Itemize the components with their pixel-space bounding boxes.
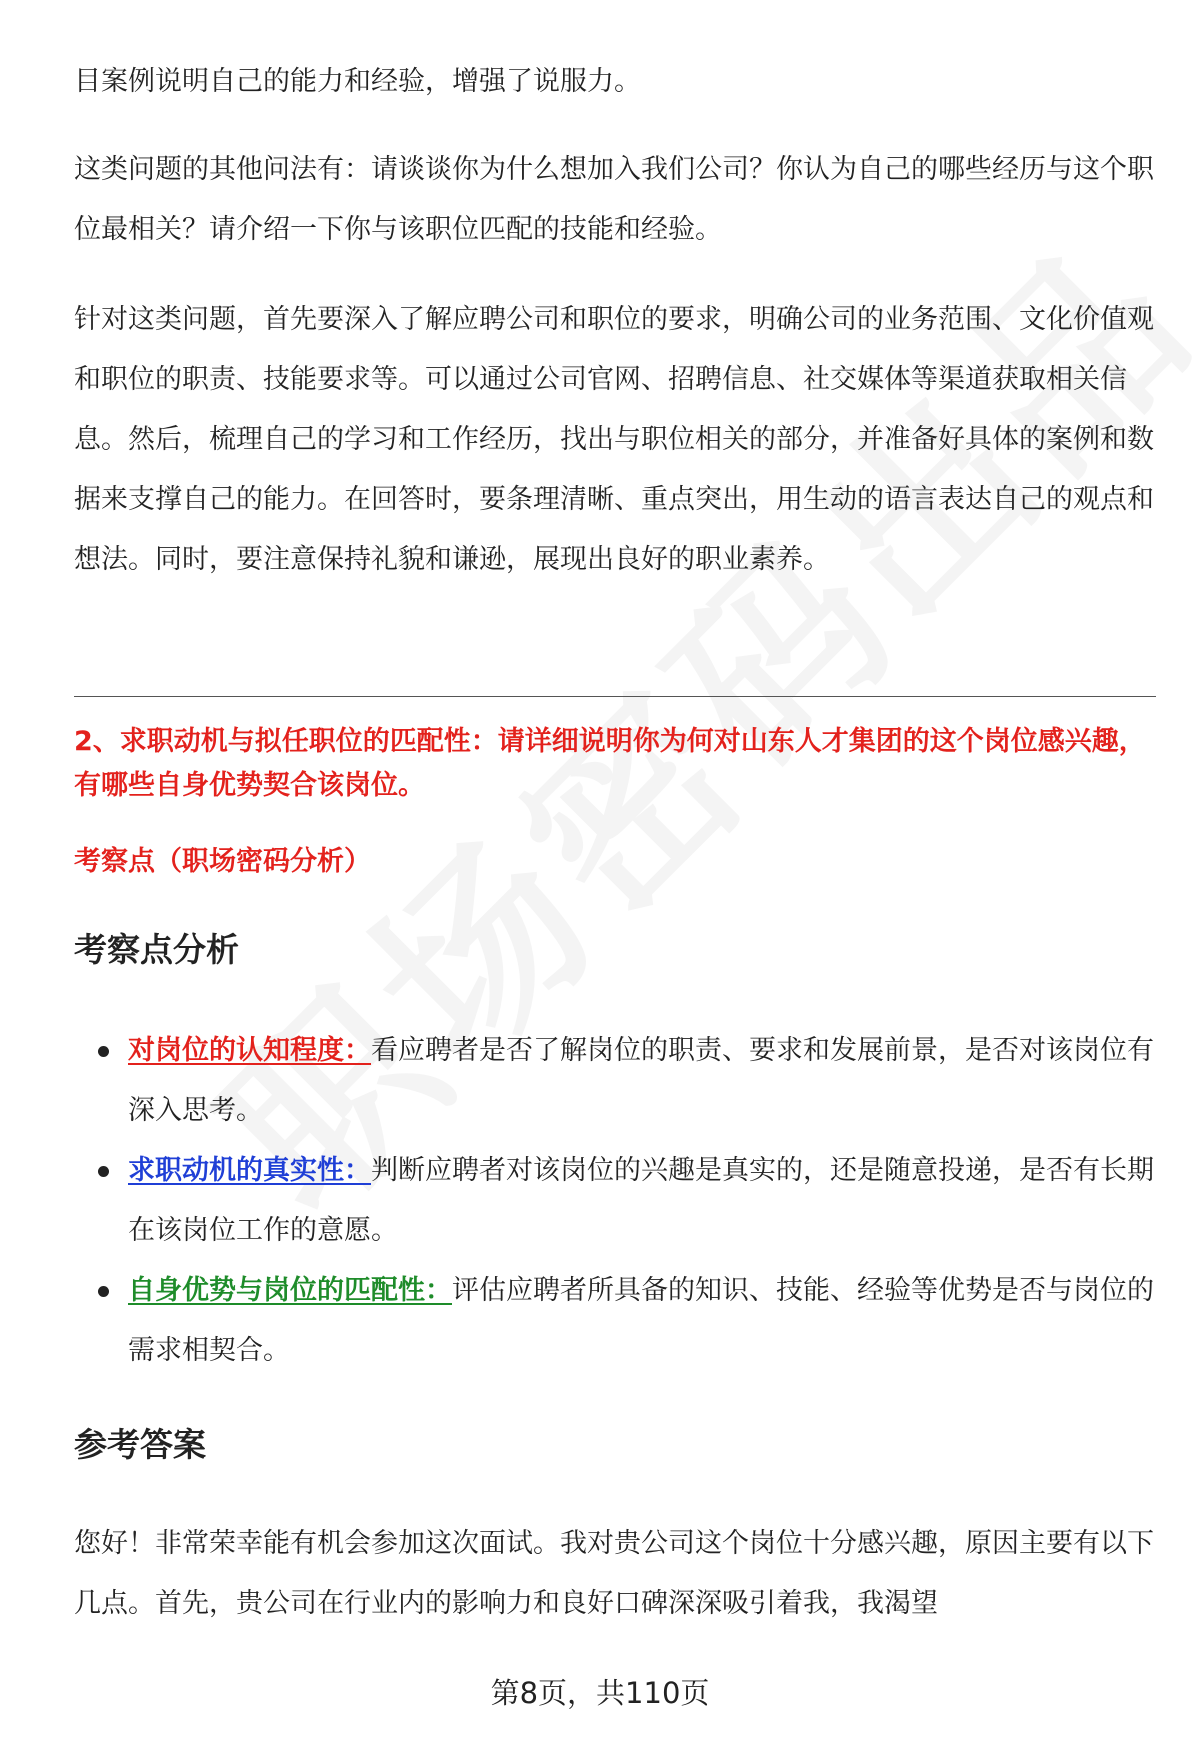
page-number: 第8页，共110页 [490, 1676, 710, 1710]
answer-paragraph: 您好！非常荣幸能有机会参加这次面试。我对贵公司这个岗位十分感兴趣，原因主要有以下几点。首先，贵公司在行业内的影响力和良好口碑深深吸引着我，我渴望 [74, 1528, 1154, 1619]
keyword-label: 对岗位的认知程度： [128, 1035, 371, 1066]
bullet-dot-icon [98, 1046, 109, 1057]
analysis-heading: 考察点分析 [74, 930, 239, 969]
answer-heading: 参考答案 [74, 1425, 206, 1464]
bullet-dot-icon [98, 1166, 109, 1177]
bullet-dot-icon [98, 1286, 109, 1297]
list-item [74, 1261, 1154, 1381]
paragraph-alternative-questions: 这类问题的其他问法有：请谈谈你为什么想加入我们公司？你认为自己的哪些经历与这个职位最相关？请介绍一下你与该职位匹配的技能和经验。 [74, 154, 1154, 245]
item-text: 判断应聘者对该岗位的兴趣是真实的，还是随意投递，是否有长期在该岗位工作的意愿。 [128, 1155, 1154, 1246]
item-text: 评估应聘者所具备的知识、技能、经验等优势是否与岗位的需求相契合。 [128, 1275, 1154, 1366]
points-label: 考察点（职场密码分析） [74, 846, 371, 877]
section-divider [74, 696, 1156, 697]
paragraph-strategy: 针对这类问题，首先要深入了解应聘公司和职位的要求，明确公司的业务范围、文化价值观和职位的职责、技能要求等。可以通过公司官网、招聘信息、社交媒体等渠道获取相关信息。然后，梳理自己的学习和工作经历，找出与职位相关的部分，并准备好具体的案例和数据来支撑自己的能力。在回答时，要条理清晰、重点突出，用生动的语言表达自己的观点和想法。同时，要注意保持礼貌和谦逊，展现出良好的职业素养。 [74, 304, 1154, 575]
paragraph-intro-tail: 目案例说明自己的能力和经验，增强了说服力。 [74, 66, 641, 97]
item-text: 看应聘者是否了解岗位的职责、要求和发展前景，是否对该岗位有深入思考。 [128, 1035, 1154, 1126]
analysis-list [74, 1021, 1154, 1381]
list-item [74, 1021, 1154, 1141]
keyword-label: 求职动机的真实性： [128, 1155, 371, 1186]
question-title: 2、求职动机与拟任职位的匹配性：请详细说明你为何对山东人才集团的这个岗位感兴趣，有哪些自身优势契合该岗位。 [74, 726, 1146, 801]
keyword-label: 自身优势与岗位的匹配性： [128, 1275, 452, 1306]
list-item [74, 1141, 1154, 1261]
